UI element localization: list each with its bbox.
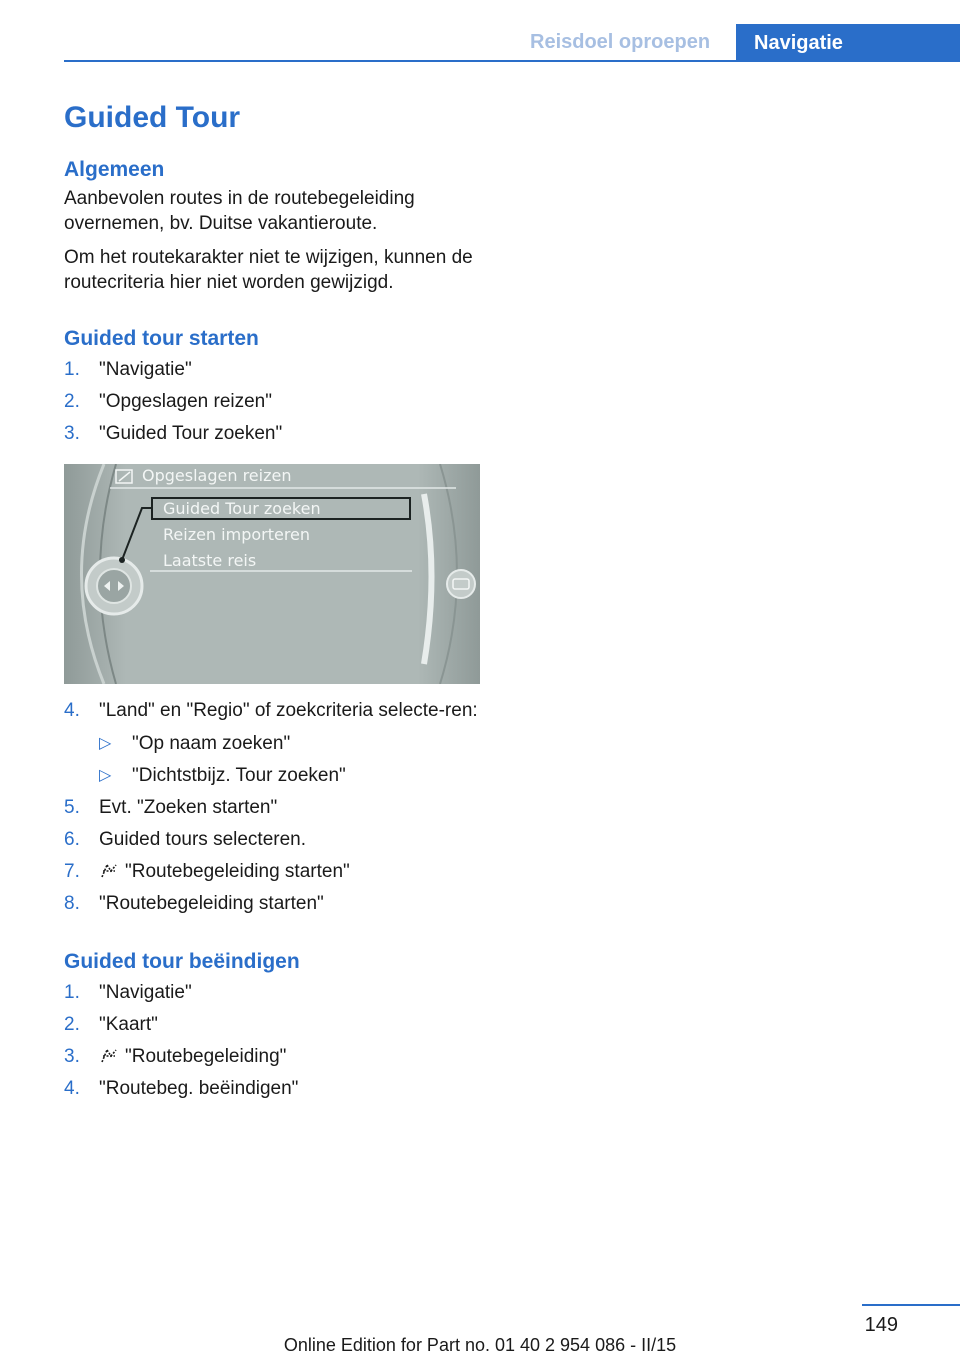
step-number: 6.	[64, 829, 80, 850]
step-text: "Routebegeleiding starten"	[99, 893, 324, 914]
list-item	[64, 795, 482, 820]
step-number: 2.	[64, 391, 80, 412]
step-number: 2.	[64, 1014, 80, 1035]
list-item	[64, 357, 482, 382]
footer-edition: Online Edition for Part no. 01 40 2 954 086 - II/15	[283, 1335, 677, 1355]
sub-list-item	[99, 763, 482, 788]
content-column	[64, 96, 482, 1101]
tab-reisdoel-oproepen[interactable]: Reisdoel oproepen	[530, 31, 711, 53]
section-title-algemeen: Algemeen	[64, 158, 165, 181]
screen-header-text: Opgeslagen reizen	[142, 466, 292, 485]
idrive-screen-graphic	[64, 464, 480, 684]
list-item	[64, 1044, 482, 1069]
list-item	[64, 859, 482, 884]
section-title-starten: Guided tour starten	[64, 327, 259, 350]
list-item	[64, 389, 482, 414]
screen-item[interactable]: Laatste reis	[163, 551, 257, 570]
sub-item-text: "Op naam zoeken"	[132, 733, 291, 754]
step-text: "Routebegeleiding"	[125, 1046, 287, 1067]
page-number: 149	[864, 1314, 898, 1336]
step-number: 1.	[64, 982, 80, 1003]
list-item	[64, 1076, 482, 1101]
list-item	[64, 421, 482, 446]
step-text: "Guided Tour zoeken"	[99, 423, 283, 444]
list-item	[64, 698, 482, 788]
list-item	[64, 891, 482, 916]
steps-start-list	[64, 357, 482, 446]
step-text: Evt. "Zoeken starten"	[99, 797, 278, 818]
step-number: 5.	[64, 797, 80, 818]
step-text: "Navigatie"	[99, 359, 192, 380]
screen-item-selected[interactable]: Guided Tour zoeken	[163, 499, 321, 518]
step-text: "Routebeg. beëindigen"	[99, 1078, 299, 1099]
step-number: 4.	[64, 700, 80, 721]
step-text: "Land" en "Regio" of zoekcriteria selecte‐ren:	[99, 700, 478, 721]
step-text: "Routebegeleiding starten"	[125, 861, 350, 882]
step-number: 8.	[64, 893, 80, 914]
step-number: 1.	[64, 359, 80, 380]
sub-item-text: "Dichtstbijz. Tour zoeken"	[132, 765, 346, 786]
step-number: 3.	[64, 423, 80, 444]
list-item	[64, 1012, 482, 1037]
section-title-beeindigen: Guided tour beëindigen	[64, 950, 300, 973]
step-number: 3.	[64, 1046, 80, 1067]
steps-end-list	[64, 980, 482, 1101]
page-number-divider	[862, 1304, 960, 1306]
route-guidance-icon	[99, 1047, 119, 1065]
route-guidance-icon	[99, 862, 119, 880]
tab-navigatie[interactable]: Navigatie	[736, 24, 960, 62]
sub-list	[99, 731, 482, 788]
paragraph-intro: Aanbevolen routes in de routebegeleiding overnemen, bv. Duitse vakantieroute.	[64, 188, 415, 234]
sub-list-item	[99, 731, 482, 756]
screen-item[interactable]: Reizen importeren	[163, 525, 311, 544]
steps-start-list-continued	[64, 698, 482, 916]
step-number: 7.	[64, 861, 80, 882]
list-item	[64, 827, 482, 852]
step-text: "Navigatie"	[99, 982, 192, 1003]
step-number: 4.	[64, 1078, 80, 1099]
list-item	[64, 980, 482, 1005]
page-title: Guided Tour	[64, 101, 241, 134]
triangle-bullet-icon: ▷	[99, 767, 112, 784]
step-text: "Opgeslagen reizen"	[99, 391, 272, 412]
paragraph-note: Om het routekarakter niet te wijzigen, kunnen de routecriteria hier niet worden gewijzigd.	[64, 247, 473, 293]
header-divider	[64, 60, 960, 62]
idrive-screen-image	[64, 464, 480, 684]
step-text: Guided tours selecteren.	[99, 829, 307, 850]
step-text: "Kaart"	[99, 1014, 158, 1035]
triangle-bullet-icon: ▷	[99, 735, 112, 752]
